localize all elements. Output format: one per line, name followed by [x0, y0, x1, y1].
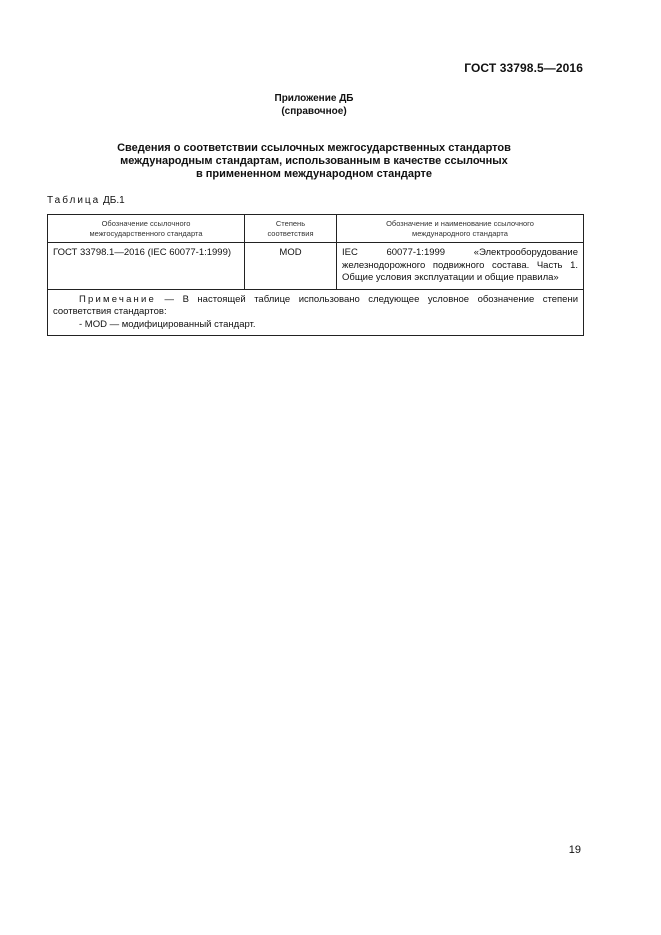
table-caption-word: Таблица: [47, 195, 101, 206]
appendix-title: Приложение ДБ: [274, 93, 354, 104]
note-paragraph: [53, 294, 578, 319]
cell-degree: MOD: [245, 243, 337, 290]
table-caption-id: ДБ.1: [103, 195, 125, 206]
section-heading: [0, 142, 628, 181]
column-header-degree-line-1: Степень: [275, 218, 306, 228]
column-header-gost-line-2: межгосударственного стандарта: [89, 228, 203, 238]
column-header-gost: [48, 215, 245, 243]
cell-gost: ГОСТ 33798.1—2016 (IEC 60077-1:1999): [48, 243, 245, 290]
note-text: В настоящей таблице использовано следующее условное обозначение степени соответствия стандартов:: [53, 293, 579, 317]
column-header-intl: [337, 215, 584, 243]
column-header-degree: [245, 215, 337, 243]
reference-table: [47, 214, 584, 336]
cell-intl: IEC 60077-1:1999 «Электрооборудование железнодорожного подвижного состава. Часть 1. Общие условия эксплуатации и общие правила»: [337, 243, 584, 290]
heading-line-3: в примененном международном стандарте: [195, 168, 433, 180]
table-header-row: [48, 215, 584, 243]
appendix-subtitle: (справочное): [281, 106, 347, 117]
page-number: 19: [568, 844, 581, 856]
table-note-row: [48, 289, 584, 336]
note-label: Примечание: [79, 293, 156, 305]
note-dash: —: [164, 293, 175, 305]
appendix-title-block: [0, 92, 628, 118]
table-note: [48, 289, 584, 336]
table-caption: [47, 195, 125, 207]
heading-line-1: Сведения о соответствии ссылочных межгосударственных стандартов: [117, 142, 511, 154]
document-code: ГОСТ 33798.5—2016: [464, 61, 583, 75]
heading-line-2: международным стандартам, использованным в качестве ссылочных: [120, 155, 508, 167]
table-row: [48, 243, 584, 290]
note-item: - MOD — модифицированный стандарт.: [79, 318, 256, 330]
column-header-gost-line-1: Обозначение ссылочного: [101, 218, 191, 228]
column-header-intl-line-2: международного стандарта: [412, 228, 508, 238]
column-header-degree-line-2: соответствия: [267, 228, 314, 238]
column-header-intl-line-1: Обозначение и наименование ссылочного: [386, 218, 534, 228]
